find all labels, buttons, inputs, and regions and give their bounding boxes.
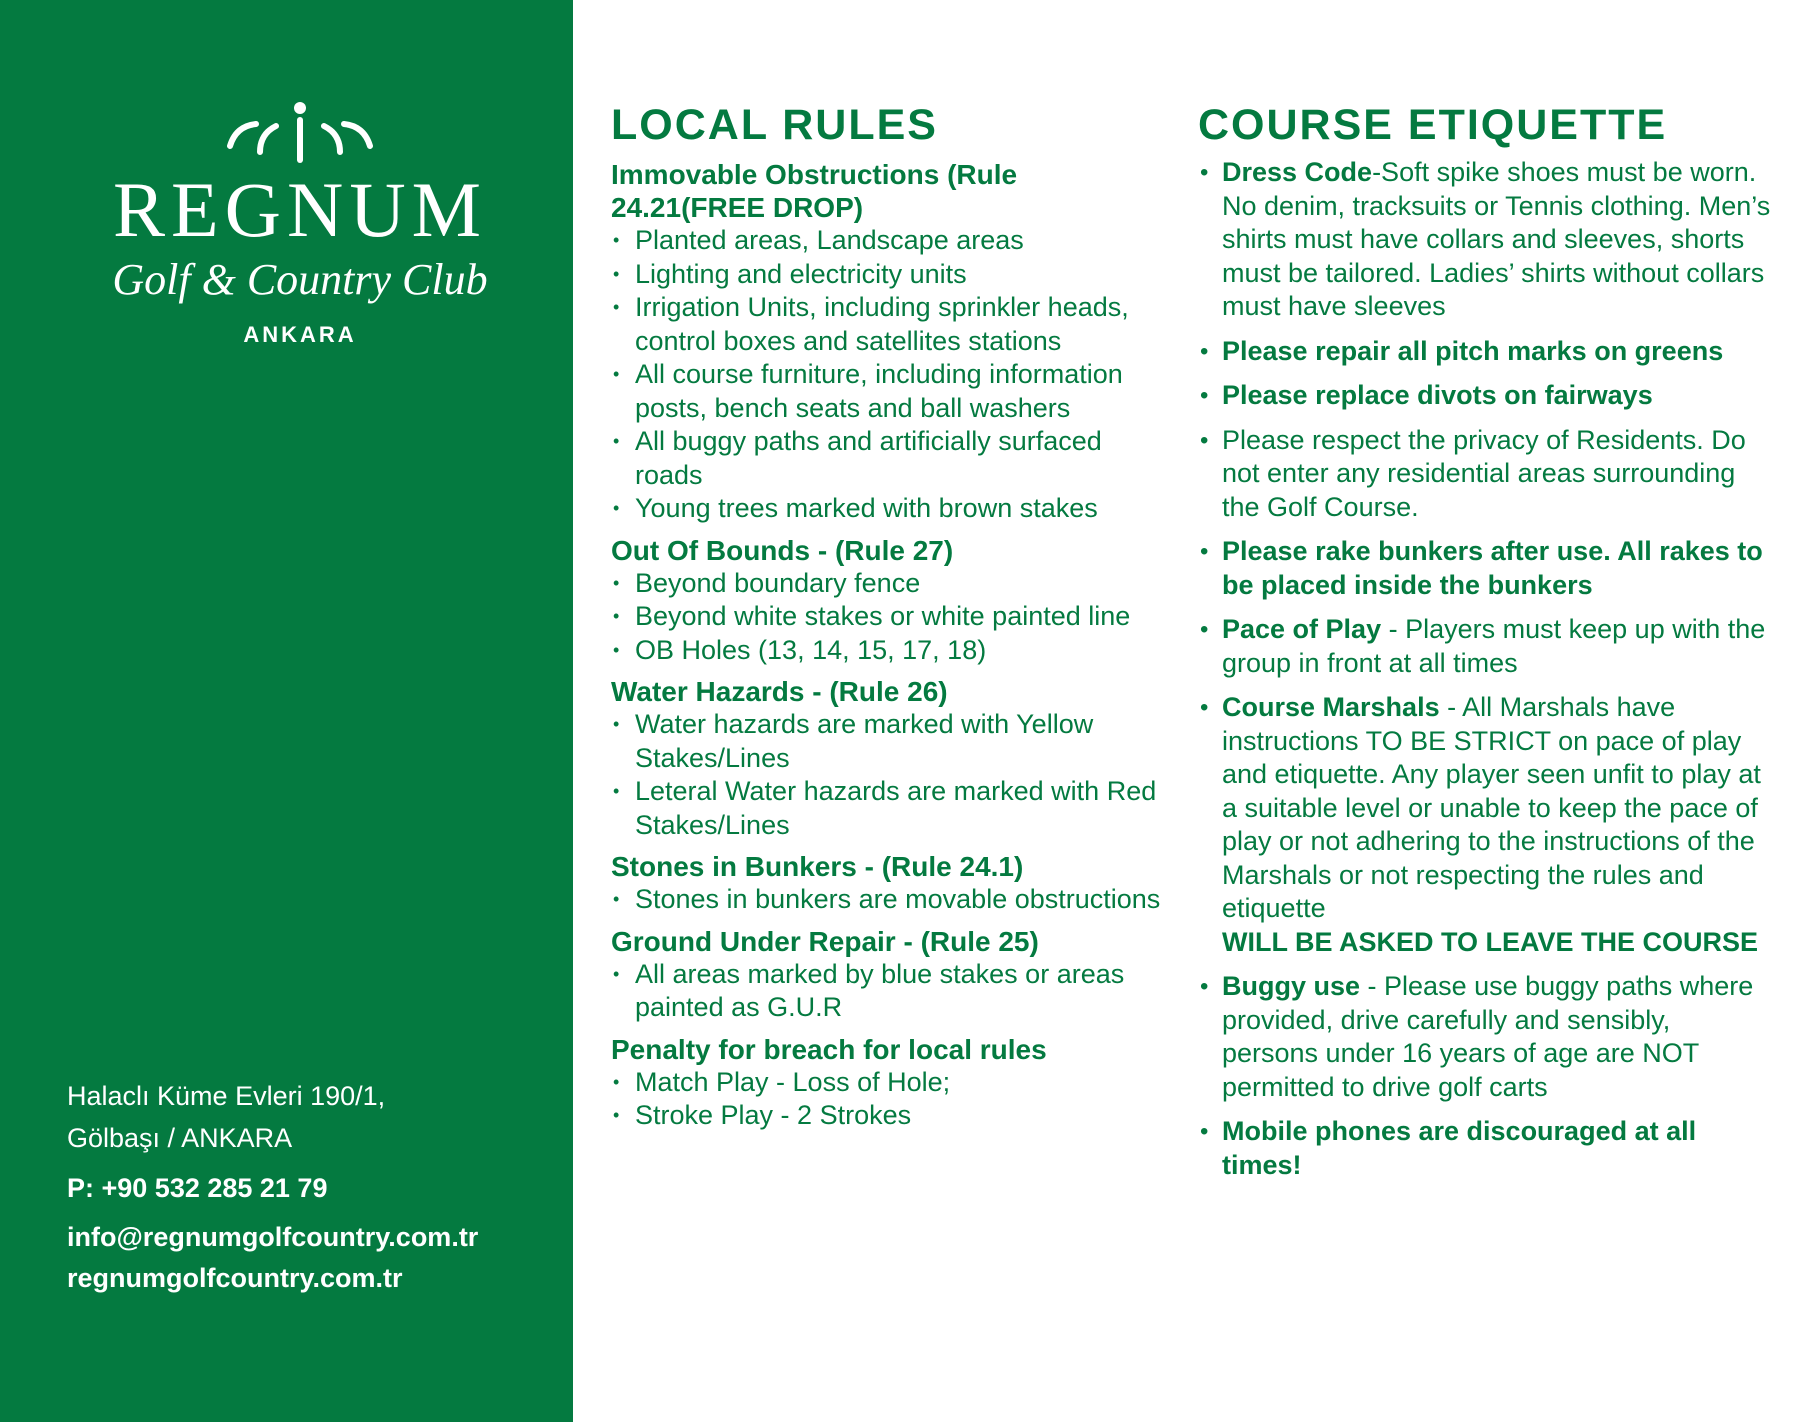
etiquette-item: [1198, 335, 1773, 369]
etiquette-column: [1198, 100, 1773, 1193]
brand-tagline: Golf & Country Club: [112, 255, 488, 304]
rule-item: • All buggy paths and artificially surfaced roads: [611, 425, 1171, 492]
etiquette-item: [1198, 1115, 1773, 1182]
etiquette-item-bold: Please repair all pitch marks on greens: [1222, 335, 1724, 366]
rule-item: • Irrigation Units, including sprinkler heads, control boxes and satellites stations: [611, 291, 1171, 358]
local-rules-sections: [611, 158, 1171, 1133]
website-link[interactable]: regnumgolfcountry.com.tr: [67, 1263, 403, 1293]
rule-item: • Stroke Play - 2 Strokes: [611, 1099, 1171, 1133]
rule-item: • All areas marked by blue stakes or areas painted as G.U.R: [611, 958, 1171, 1025]
etiquette-item: [1198, 156, 1773, 324]
rule-item: • Leteral Water hazards are marked with Red Stakes/Lines: [611, 775, 1171, 842]
brand-name: REGNUM: [112, 166, 487, 253]
crown-icon: [220, 100, 380, 164]
brand-city: ANKARA: [243, 322, 357, 347]
rule-section-title: Stones in Bunkers - (Rule 24.1): [611, 851, 1024, 882]
etiquette-item-bold: Please rake bunkers after use. All rakes to be placed inside the bunkers: [1222, 536, 1763, 600]
rule-section-list: [611, 1066, 1171, 1133]
rule-item: • Beyond boundary fence: [611, 567, 1171, 601]
etiquette-item: [1198, 613, 1773, 680]
rule-section-list: [611, 224, 1171, 526]
etiquette-item-text: - Players must keep up with the group in front at all times: [1222, 614, 1766, 678]
sidebar: [0, 0, 573, 1422]
etiquette-item-bold: Dress Code: [1222, 157, 1373, 187]
rule-section-title: Immovable Obstructions (Rule 24.21(FREE DROP): [611, 159, 1018, 223]
rule-item: • Match Play - Loss of Hole;: [611, 1066, 1171, 1100]
etiquette-item: [1198, 424, 1773, 525]
rule-item: • OB Holes (13, 14, 15, 17, 18): [611, 634, 1171, 668]
etiquette-item-text: -Soft spike shoes must be worn. No denim, tracksuits or Tennis clothing. Men’s shirts must have collars and sleeves, shorts must be tailored. Ladies’ shirts without collars must have sleeves: [1222, 157, 1771, 321]
etiquette-item-text: Please respect the privacy of Residents. Do not enter any residential areas surrounding the Golf Course.: [1222, 424, 1746, 522]
email-link[interactable]: info@regnumgolfcountry.com.tr: [67, 1222, 479, 1252]
rule-section-title: Penalty for breach for local rules: [611, 1033, 1047, 1065]
rule-item: • All course furniture, including information posts, bench seats and ball washers: [611, 358, 1171, 425]
rule-section-list: [611, 567, 1171, 668]
etiquette-item: [1198, 691, 1773, 959]
logo: [0, 100, 600, 348]
rule-item: • Stones in bunkers are movable obstructions: [611, 883, 1171, 917]
rule-section-title: Water Hazards - (Rule 26): [611, 676, 948, 707]
local-rules-column: [611, 100, 1171, 1133]
contact-block: [67, 1075, 567, 1299]
etiquette-list: [1198, 156, 1773, 1182]
rule-item: • Planted areas, Landscape areas: [611, 224, 1171, 258]
etiquette-item-bold: Please replace divots on fairways: [1222, 380, 1653, 410]
etiquette-item-bold: Mobile phones are discouraged at all times!: [1222, 1116, 1697, 1180]
etiquette-item-warning: WILL BE ASKED TO LEAVE THE COURSE: [1222, 926, 1759, 957]
local-rules-title: LOCAL RULES: [611, 101, 938, 149]
rule-section-title: Out Of Bounds - (Rule 27): [611, 534, 954, 566]
etiquette-item: [1198, 535, 1773, 602]
rule-item: • Beyond white stakes or white painted line: [611, 600, 1171, 634]
etiquette-title: COURSE ETIQUETTE: [1198, 101, 1668, 149]
etiquette-item-bold: Buggy use: [1222, 971, 1361, 1001]
rule-item: • Water hazards are marked with Yellow Stakes/Lines: [611, 708, 1171, 775]
address-line-1: Halaclı Küme Evleri 190/1,: [67, 1081, 386, 1111]
etiquette-item-bold: Pace of Play: [1222, 614, 1382, 644]
etiquette-item-text: - All Marshals have instructions TO BE STRICT on pace of play and etiquette. Any player seen unfit to play at a suitable level or unable to keep the pace of play or not adhering to the instructions of the Marshals or not respecting the rules and etiquette: [1222, 692, 1761, 923]
rule-section-list: [611, 958, 1171, 1025]
rule-section-list: [611, 883, 1171, 917]
etiquette-item-text: - Please use buggy paths where provided, drive carefully and sensibly, persons under 16 years of age are NOT permitted to drive golf carts: [1222, 971, 1754, 1102]
etiquette-item-bold: Course Marshals: [1222, 692, 1440, 722]
address-line-2: Gölbaşı / ANKARA: [67, 1123, 293, 1153]
etiquette-item: [1198, 379, 1773, 413]
rule-item: • Lighting and electricity units: [611, 258, 1171, 292]
etiquette-item: [1198, 970, 1773, 1104]
rule-section-list: [611, 708, 1171, 842]
phone-number: P: +90 532 285 21 79: [67, 1173, 328, 1203]
rule-section-title: Ground Under Repair - (Rule 25): [611, 925, 1039, 957]
rule-item: • Young trees marked with brown stakes: [611, 492, 1171, 526]
